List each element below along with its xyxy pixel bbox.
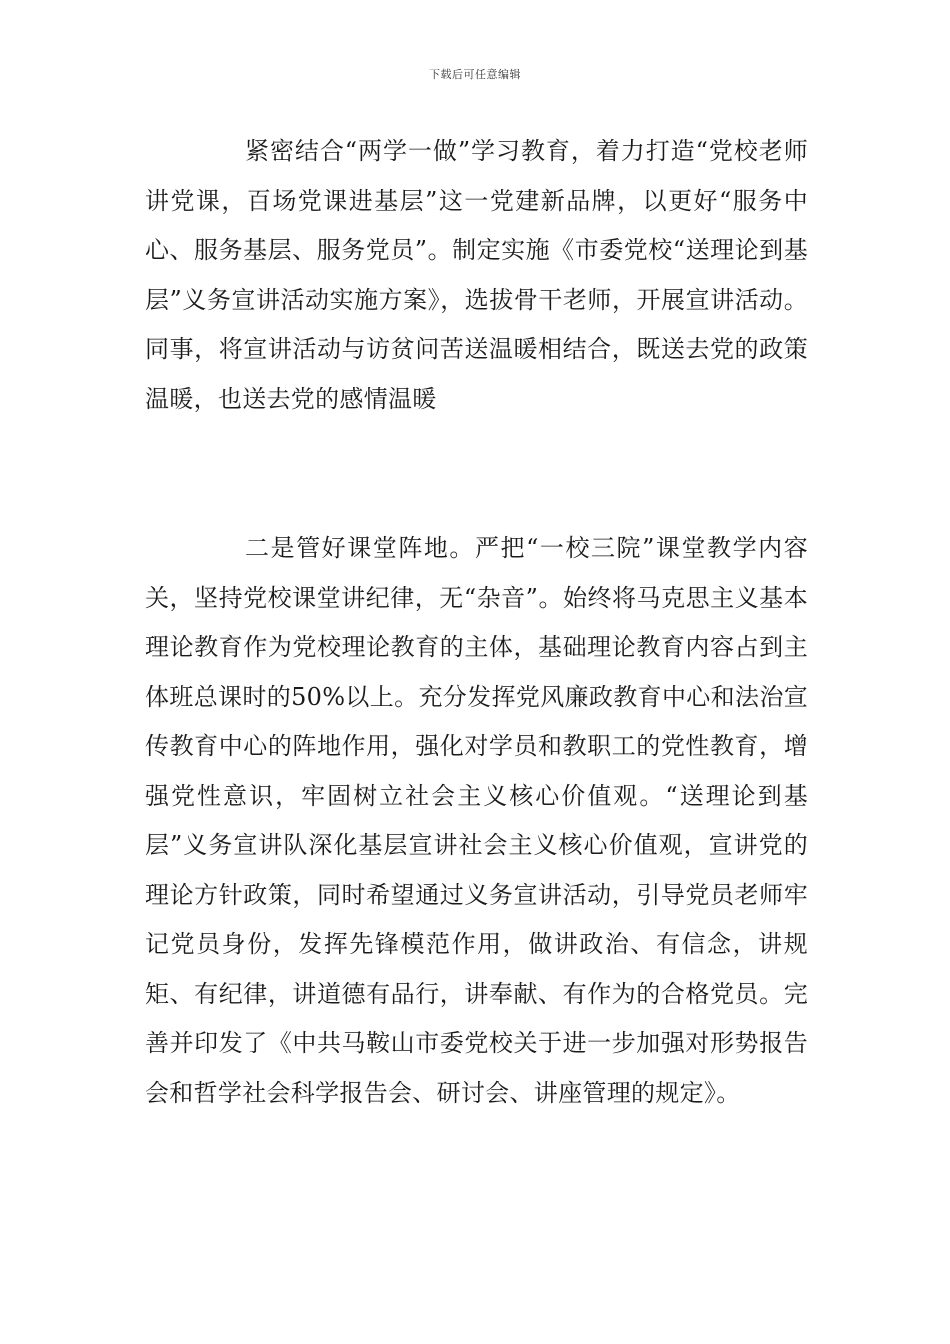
paragraph-2: 二是管好课堂阵地。严把“一校三院”课堂教学内容关，坚持党校课堂讲纪律，无“杂音”。始终将马克思主义基本理论教育作为党校理论教育的主体，基础理论教育内容占到主体班总课时的50%以上。充分发挥党风廉政教育中心和法治宣传教育中心的阵地作用，强化对学员和教职工的党性教育，增强党性意识，牢固树立社会主义核心价值观。“送理论到基层”义务宣讲队深化基层宣讲社会主义核心价值观，宣讲党的理论方针政策，同时希望通过义务宣讲活动，引导党员老师牢记党员身份，发挥先锋模范作用，做讲政治、有信念，讲规矩、有纪律，讲道德有品行，讲奉献、有作为的合格党员。完善并印发了《中共马鞍山市委党校关于进一步加强对形势报告会和哲学社会科学报告会、研讨会、讲座管理的规定》。 [145,534,808,1107]
paragraph-1: 紧密结合“两学一做”学习教育，着力打造“党校老师讲党课，百场党课进基层”这一党建新品牌，以更好“服务中心、服务基层、服务党员”。制定实施《市委党校“送理论到基层”义务宣讲活动实施方案》，选拔骨干老师，开展宣讲活动。同事，将宣讲活动与访贫问苦送温暖相结合，既送去党的政策温暖，也送去党的感情温暖 [145,137,808,413]
header-note: 下载后可任意编辑 [429,68,521,81]
